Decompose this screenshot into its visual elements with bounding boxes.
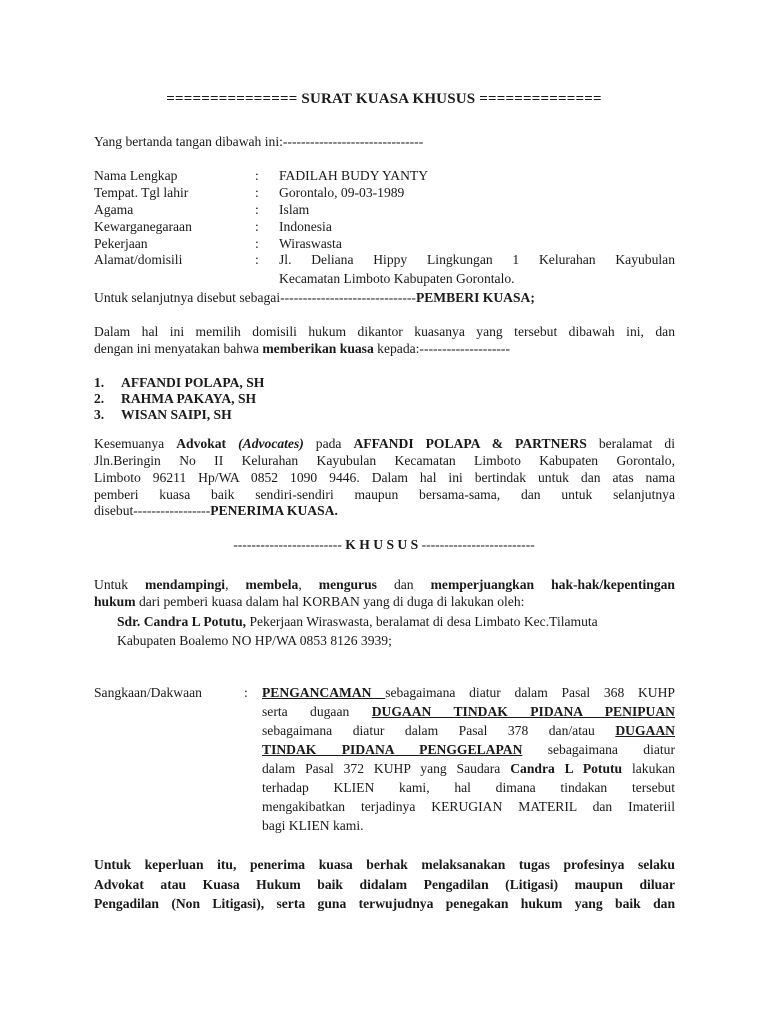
colon: :	[255, 202, 259, 217]
text: ,	[225, 577, 246, 592]
dashes: -------------------------	[418, 537, 535, 552]
label-pekerjaan: Pekerjaan	[94, 236, 148, 251]
colon: :	[255, 252, 259, 267]
kesemuanya-line2: Jln.Beringin No II Kelurahan Kayubulan Kecamatan Limboto Kabupaten Gorontalo,	[94, 453, 675, 468]
closing-line3: Pengadilan (Non Litigasi), serta guna terwujudnya penegakan hukum yang baik dan	[94, 896, 675, 911]
untuk-line1	[94, 576, 675, 593]
lawyer-item	[94, 374, 264, 391]
sangkaan-line5	[262, 760, 675, 777]
sangkaan-line1	[262, 684, 675, 701]
lawyer-item	[94, 406, 232, 423]
underlined-bold: PENGANCAMAN	[262, 685, 386, 700]
colon: :	[255, 185, 259, 200]
text: sebagaimana diatur dalam Pasal 368 KUHP	[385, 685, 675, 700]
advokat: Advokat	[176, 436, 227, 451]
bold-text: memperjuangkan hak-hak/kepentingan	[430, 577, 675, 592]
khusus-label: K H U S U S	[345, 537, 419, 552]
bold-text: hukum	[94, 594, 136, 609]
value-alamat-line2: Kecamatan Limboto Kabupaten Gorontalo.	[279, 271, 515, 286]
text: pada	[303, 436, 354, 451]
text: dan	[376, 577, 431, 592]
text: dalam Pasal 372 KUHP yang Saudara	[262, 761, 511, 776]
text: serta dugaan	[262, 704, 372, 719]
bold-text: mendampingi	[145, 577, 226, 592]
kesemuanya-line5	[94, 502, 338, 519]
label-kewarganegaraan: Kewarganegaraan	[94, 219, 192, 234]
lawyer-number: 1.	[94, 375, 105, 390]
label-ttl: Tempat. Tgl lahir	[94, 185, 189, 200]
text: beralamat di	[586, 436, 676, 451]
text: sebagaimana diatur	[522, 742, 675, 757]
sangkaan-line8: bagi KLIEN kami.	[262, 818, 364, 833]
sangkaan-line3	[262, 722, 675, 739]
memberikan-kuasa: memberikan kuasa	[262, 341, 374, 356]
value-agama: Islam	[279, 202, 310, 217]
text: disebut-----------------	[94, 503, 211, 518]
pemberi-text: Untuk selanjutnya disebut sebagai------------------------------	[94, 290, 416, 305]
lawyer-number: 3.	[94, 407, 105, 422]
colon: :	[255, 236, 259, 251]
dashes: ------------------------	[233, 537, 346, 552]
sangkaan-line2	[262, 703, 675, 720]
bold-text: membela	[245, 577, 299, 592]
closing-line2: Advokat atau Kuasa Hukum baik didalam Pengadilan (Litigasi) maupun diluar	[94, 877, 675, 892]
text: dari pemberi kuasa dalam hal KORBAN yang di duga di lakukan oleh:	[135, 594, 525, 609]
sangkaan-line4	[262, 741, 675, 758]
label-nama: Nama Lengkap	[94, 168, 178, 183]
intro-text: Yang bertanda tangan dibawah ini:-------------------------------	[94, 134, 424, 149]
khusus-heading	[0, 536, 768, 553]
domisili-line2	[94, 340, 510, 357]
bold-text: mengurus	[318, 577, 377, 592]
label-alamat: Alamat/domisili	[94, 252, 183, 267]
kesemuanya-line4: pemberi kuasa baik sendiri-sendiri maupun bersama-sama, dan untuk selanjutnya	[94, 487, 675, 502]
label-agama: Agama	[94, 202, 134, 217]
value-ttl: Gorontalo, 09-03-1989	[279, 185, 405, 200]
underlined-bold: DUGAAN TINDAK PIDANA PENIPUAN	[371, 704, 675, 719]
domisili-text: dengan ini menyatakan bahwa	[94, 341, 263, 356]
domisili-line1: Dalam hal ini memilih domisili hukum dikantor kuasanya yang tersebut dibawah ini, dan	[94, 324, 675, 339]
firm-name: AFFANDI POLAPA & PARTNERS	[353, 436, 587, 451]
lawyer-name: WISAN SAIPI, SH	[121, 407, 232, 422]
text: ,	[298, 577, 319, 592]
sangkaan-label: Sangkaan/Dakwaan	[94, 685, 202, 700]
lawyer-item	[94, 390, 256, 407]
value-kewarganegaraan: Indonesia	[279, 219, 332, 234]
untuk-line3	[117, 613, 598, 630]
value-pekerjaan: Wiraswasta	[279, 236, 342, 251]
text: sebagaimana diatur dalam Pasal 378 dan/atau	[262, 723, 616, 738]
untuk-line2	[94, 593, 524, 610]
closing-line1: Untuk keperluan itu, penerima kuasa berhak melaksanakan tugas profesinya selaku	[94, 857, 675, 872]
untuk-line4: Kabupaten Boalemo NO HP/WA 0853 8126 3939;	[117, 633, 392, 648]
colon: :	[244, 685, 248, 700]
lawyer-number: 2.	[94, 391, 105, 406]
text: Kesemuanya	[94, 436, 177, 451]
document-title: =============== SURAT KUASA KHUSUS ==============	[166, 91, 602, 107]
text: Untuk	[94, 577, 145, 592]
text: lakukan	[622, 761, 676, 776]
underlined-bold: DUGAAN	[615, 723, 675, 738]
lawyer-name: AFFANDI POLAPA, SH	[121, 375, 265, 390]
advocates: (Advocates)	[238, 436, 304, 451]
colon: :	[255, 219, 259, 234]
value-nama: FADILAH BUDY YANTY	[279, 168, 429, 183]
suspect-name: Sdr. Candra L Potutu,	[117, 614, 247, 629]
value-alamat: Jl. Deliana Hippy Lingkungan 1 Kelurahan Kayubulan	[279, 252, 675, 267]
penerima-kuasa-label: PENERIMA KUASA.	[210, 503, 338, 518]
sangkaan-line6: terhadap KLIEN kami, hal dimana tindakan tersebut	[262, 780, 675, 795]
kesemuanya-line1	[94, 435, 675, 452]
pemberi-kuasa-line	[94, 289, 535, 306]
pemberi-kuasa-label: PEMBERI KUASA;	[415, 290, 535, 305]
colon: :	[255, 168, 259, 183]
underlined-bold: TINDAK PIDANA PENGGELAPAN	[262, 742, 523, 757]
domisili-dashes: kepada:--------------------	[373, 341, 510, 356]
kesemuanya-line3: Limboto 96211 Hp/WA 0852 1090 9446. Dalam hal ini bertindak untuk dan atas nama	[94, 470, 675, 485]
text: Pekerjaan Wiraswasta, beralamat di desa Limbato Kec.Tilamuta	[246, 614, 598, 629]
suspect-name: Candra L Potutu	[510, 761, 623, 776]
sangkaan-line7: mengakibatkan terjadinya KERUGIAN MATERIL dan Imateriil	[262, 799, 675, 814]
lawyer-name: RAHMA PAKAYA, SH	[121, 391, 257, 406]
